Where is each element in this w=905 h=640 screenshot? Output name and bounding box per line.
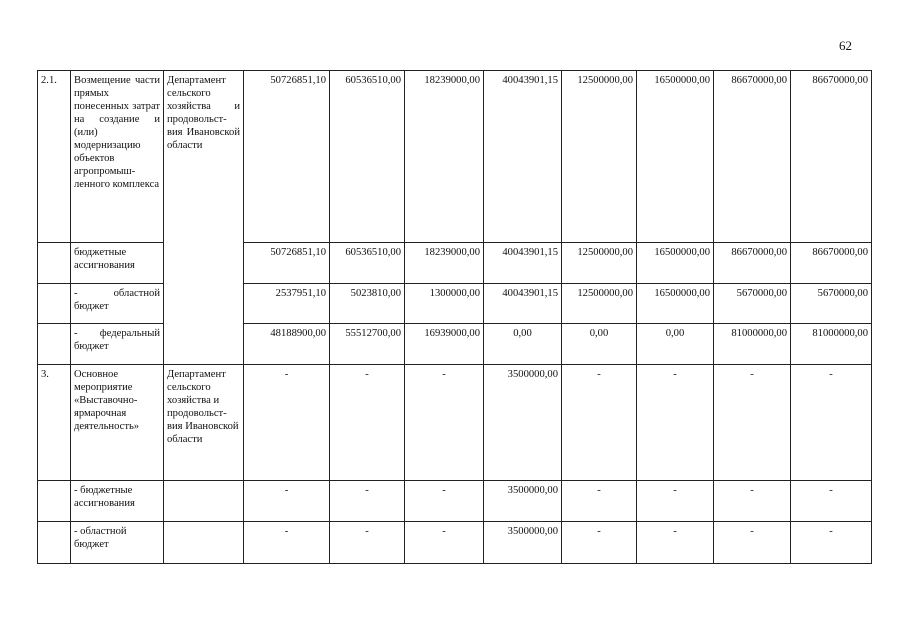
value-cell: - [714, 481, 791, 522]
row-number: 2.1. [38, 71, 71, 243]
measure-name: - бюджетные ассигнования [71, 481, 164, 522]
value-cell: 55512700,00 [330, 324, 405, 365]
value-cell: - [791, 365, 872, 481]
measure-name: Возмещение части прямых понесенных затрат на создание и (или) модернизацию объектов агропромыш-ленного комплекса [71, 71, 164, 243]
measure-name: Основное мероприятие «Выставочно-ярмарочная деятельность» [71, 365, 164, 481]
value-cell: - [405, 365, 484, 481]
value-cell: 0,00 [637, 324, 714, 365]
value-cell: 5023810,00 [330, 284, 405, 324]
value-cell: 86670000,00 [714, 243, 791, 284]
table-row [38, 522, 872, 564]
value-cell: - [562, 481, 637, 522]
value-cell: 3500000,00 [484, 522, 562, 564]
value-cell: 81000000,00 [714, 324, 791, 365]
value-cell: 60536510,00 [330, 243, 405, 284]
value-cell: 40043901,15 [484, 243, 562, 284]
value-cell: 48188900,00 [244, 324, 330, 365]
value-cell: 12500000,00 [562, 243, 637, 284]
measure-name: бюджетные ассигнования [71, 243, 164, 284]
value-cell: - [244, 481, 330, 522]
budget-table [37, 70, 872, 564]
value-cell: - [714, 365, 791, 481]
value-cell: 60536510,00 [330, 71, 405, 243]
value-cell: 81000000,00 [791, 324, 872, 365]
value-cell: - [562, 522, 637, 564]
value-cell: 5670000,00 [791, 284, 872, 324]
value-cell: 18239000,00 [405, 71, 484, 243]
value-cell: - [791, 522, 872, 564]
table-row [38, 284, 872, 324]
value-cell: - [405, 481, 484, 522]
value-cell: 40043901,15 [484, 71, 562, 243]
executor: Департамент сельского хозяйства и продовольст-вия Ивановской области [164, 71, 244, 365]
value-cell: 1300000,00 [405, 284, 484, 324]
value-cell: 50726851,10 [244, 71, 330, 243]
value-cell: 40043901,15 [484, 284, 562, 324]
value-cell: 16939000,00 [405, 324, 484, 365]
page-number: 62 [839, 38, 852, 53]
value-cell: 16500000,00 [637, 243, 714, 284]
value-cell: - [637, 522, 714, 564]
value-cell: 18239000,00 [405, 243, 484, 284]
table-row [38, 481, 872, 522]
value-cell: - [330, 365, 405, 481]
value-cell: 50726851,10 [244, 243, 330, 284]
value-cell: 16500000,00 [637, 284, 714, 324]
executor: Департамент сельского хозяйства и продовольст-вия Ивановской области [164, 365, 244, 481]
value-cell: - [791, 481, 872, 522]
value-cell: - [637, 481, 714, 522]
value-cell: 5670000,00 [714, 284, 791, 324]
row-number: 3. [38, 365, 71, 481]
value-cell: 3500000,00 [484, 481, 562, 522]
value-cell: 86670000,00 [791, 243, 872, 284]
measure-name: - областной бюджет [71, 522, 164, 564]
value-cell: - [637, 365, 714, 481]
value-cell: 3500000,00 [484, 365, 562, 481]
table-row [38, 324, 872, 365]
table-row [38, 365, 872, 481]
value-cell: - [244, 522, 330, 564]
table-row [38, 71, 872, 243]
value-cell: - [714, 522, 791, 564]
value-cell: 16500000,00 [637, 71, 714, 243]
value-cell: 86670000,00 [714, 71, 791, 243]
measure-name: - областной бюджет [71, 284, 164, 324]
value-cell: 0,00 [484, 324, 562, 365]
value-cell: - [405, 522, 484, 564]
value-cell: 0,00 [562, 324, 637, 365]
table-row [38, 243, 872, 284]
value-cell: - [330, 481, 405, 522]
value-cell: 2537951,10 [244, 284, 330, 324]
value-cell: 12500000,00 [562, 71, 637, 243]
value-cell: - [244, 365, 330, 481]
value-cell: 86670000,00 [791, 71, 872, 243]
value-cell: - [330, 522, 405, 564]
value-cell: - [562, 365, 637, 481]
value-cell: 12500000,00 [562, 284, 637, 324]
measure-name: - федеральный бюджет [71, 324, 164, 365]
